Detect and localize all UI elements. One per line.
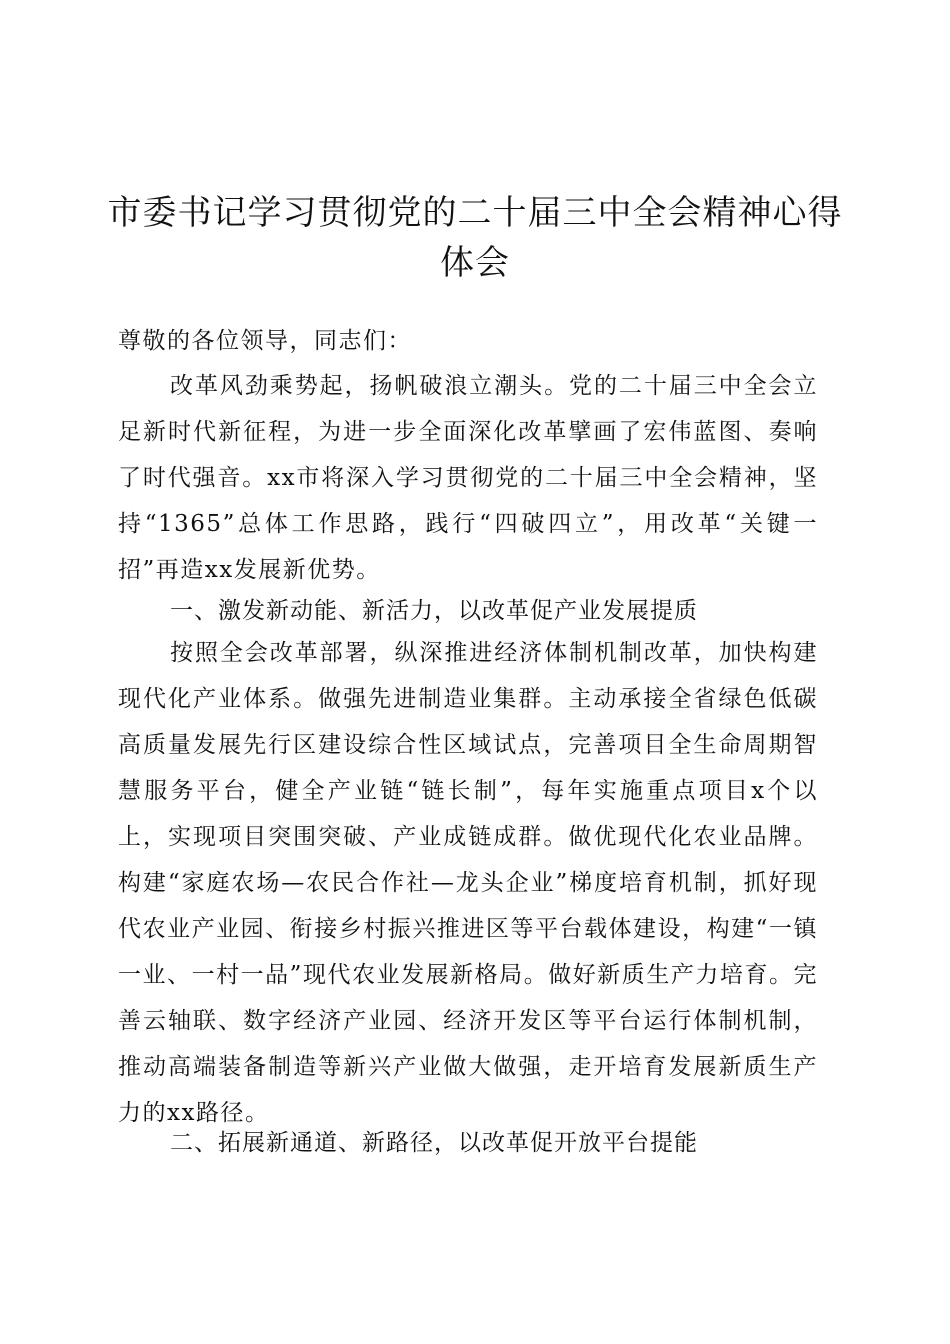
section-body-1: 按照全会改革部署，纵深推进经济体制机制改革，加快构建现代化产业体系。做强先进制造业集群。主动承接全省绿色低碳高质量发展先行区建设综合性区域试点，完善项目全生命周期智慧服务平台，健全产业链“链长制”，每年实施重点项目x个以上，实现项目突围突破、产业成链成群。做优现代化农业品牌。构建“家庭农场—农民合作社—龙头企业”梯度培育机制，抓好现代农业产业园、衔接乡村振兴推进区等平台载体建设，构建“一镇一业、一村一品”现代农业发展新格局。做好新质生产力培育。完善云轴联、数字经济产业园、经济开发区等平台运行体制机制，推动高端装备制造等新兴产业做大做强，走开培育发展新质生产力的xx路径。 [118, 640, 818, 1126]
document-title: 市委书记学习贯彻党的二十届三中全会精神心得体会 [107, 193, 843, 283]
salutation: 尊敬的各位领导，同志们： [118, 328, 412, 354]
intro-paragraph: 改革风劲乘势起，扬帆破浪立潮头。党的二十届三中全会立足新时代新征程，为进一步全面深化改革擘画了宏伟蓝图、奏响了时代强音。xx市将深入学习贯彻党的二十届三中全会精神，坚持“1365”总体工作思路，践行“四破四立”，用改革“关键一招”再造xx发展新优势。 [118, 373, 818, 583]
section-heading-2: 二、拓展新通道、新路径，以改革促开放平台提能 [170, 1130, 698, 1156]
section-heading-1: 一、激发新动能、新活力，以改革促产业发展提质 [170, 598, 698, 624]
